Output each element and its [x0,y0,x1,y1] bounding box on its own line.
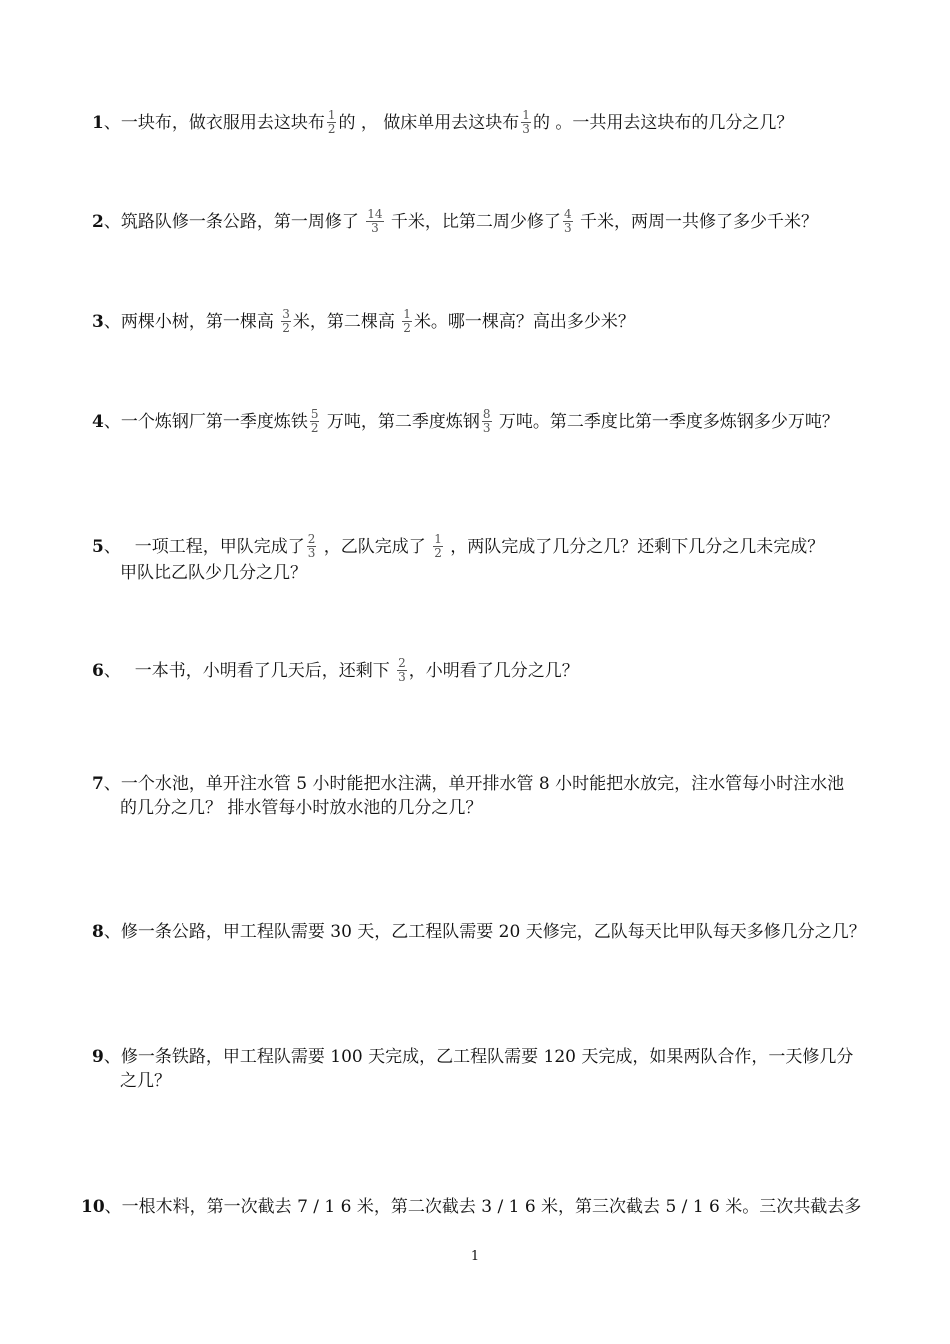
fraction [307,533,317,560]
question-7 [92,772,844,820]
question-number: 9 [92,1047,104,1067]
question-number: 10 [81,1197,105,1217]
question-text: 、筑路队修一条公路，第一周修了 [103,212,365,232]
fraction-denominator: 2 [282,321,290,335]
question-continuation: 的几分之几？ 排水管每小时放水池的几分之几？ [120,798,483,818]
question-number: 7 [92,774,104,794]
question-number: 1 [92,113,104,133]
question-3 [92,309,635,336]
question-text: 、一个水池，单开注水管 5 小时能把水注满，单开排水管 8 小时能把水放完，注水管每小时注水池 [103,774,845,794]
question-number: 4 [92,412,104,432]
fraction-numerator: 14 [367,207,383,221]
fraction-denominator: 2 [403,321,411,335]
question-6 [92,658,579,685]
question-text: 的 。一共用去这块布的几分之几？ [532,113,794,133]
question-line [92,407,839,435]
question-text: 、一根木料，第一次截去 7 / 1 6 米，第二次截去 3 / 1 6 米，第三次截去 5 / 1 6 米。三次共截去多 [104,1197,862,1217]
fraction-numerator: 1 [403,307,411,321]
fraction-denominator: 3 [307,546,316,560]
question-number: 5 [92,537,104,557]
fraction-numerator: 1 [434,532,442,546]
fraction-numerator: 3 [282,307,290,321]
question-text: 千米，两周一共修了多少千米？ [574,212,818,232]
question-text: 、一个炼钢厂第一季度炼铁 [103,412,308,432]
fraction-numerator: 1 [327,108,336,122]
question-number: 3 [92,312,104,332]
fraction [397,657,407,684]
question-text: 米，第二棵高 [292,312,401,332]
page-number: 1 [470,1249,480,1264]
fraction-numerator: 2 [398,656,406,670]
fraction [433,533,443,560]
question-text: 、两棵小树，第一棵高 [103,312,280,332]
fraction-denominator: 3 [563,221,572,235]
question-line [92,108,794,136]
fraction [366,208,383,235]
question-9 [92,1045,853,1093]
question-text: ，小明看了几分之几？ [408,661,579,681]
question-text: ，乙队完成了 [318,537,432,557]
fraction-denominator: 3 [482,421,491,435]
question-8 [92,920,866,944]
fraction-denominator: 2 [310,421,319,435]
fraction-numerator: 4 [563,207,572,221]
question-10 [81,1195,861,1219]
fraction-numerator: 5 [310,407,319,421]
fraction-denominator: 3 [371,221,379,235]
fraction [327,109,337,136]
question-text: 、 一本书，小明看了几天后，还剩下 [103,661,396,681]
fraction [402,308,412,335]
fraction [521,109,531,136]
question-line [92,922,866,942]
question-text: 、修一条公路，甲工程队需要 30 天，乙工程队需要 20 天修完，乙队每天比甲队每天多修几分之几？ [103,922,866,942]
fraction [563,208,573,235]
question-continuation: 甲队比乙队少几分之几？ [120,563,307,583]
question-line [92,774,844,794]
question-text: 万吨。第二季度比第一季度多炼钢多少万吨？ [493,412,839,432]
fraction [482,408,492,435]
question-text: 米。哪一棵高？高出多少米？ [413,312,635,332]
question-number: 2 [92,212,104,232]
fraction-denominator: 2 [434,546,442,560]
fraction-denominator: 2 [327,122,336,136]
question-number: 6 [92,661,104,681]
question-text: 的 ， 做床单用去这块布 [338,113,520,133]
question-text: 万吨，第二季度炼钢 [321,412,480,432]
question-continuation: 之几？ [120,1071,171,1091]
question-line [92,207,818,235]
fraction [281,308,291,335]
question-number: 8 [92,922,104,942]
question-text: 千米，比第二周少修了 [385,212,561,232]
question-line [81,1197,861,1217]
question-4 [92,409,839,436]
fraction-numerator: 8 [482,407,491,421]
question-text: 、 一项工程，甲队完成了 [103,537,305,557]
fraction-numerator: 1 [522,108,530,122]
fraction-denominator: 3 [398,670,406,684]
question-1 [92,110,793,137]
question-text: ，两队完成了几分之几？还剩下几分之几未完成？ [444,537,825,557]
question-text: 、修一条铁路，甲工程队需要 100 天完成，乙工程队需要 120 天完成，如果两队合作，一天修几分 [103,1047,854,1067]
question-line [92,532,825,560]
question-text: 、一块布，做衣服用去这块布 [103,113,325,133]
question-line [92,1047,853,1067]
question-5 [92,534,824,585]
fraction [310,408,320,435]
fraction-numerator: 2 [307,532,316,546]
question-2 [92,209,818,236]
question-line [92,307,635,335]
fraction-denominator: 3 [522,122,530,136]
question-line [92,656,579,684]
